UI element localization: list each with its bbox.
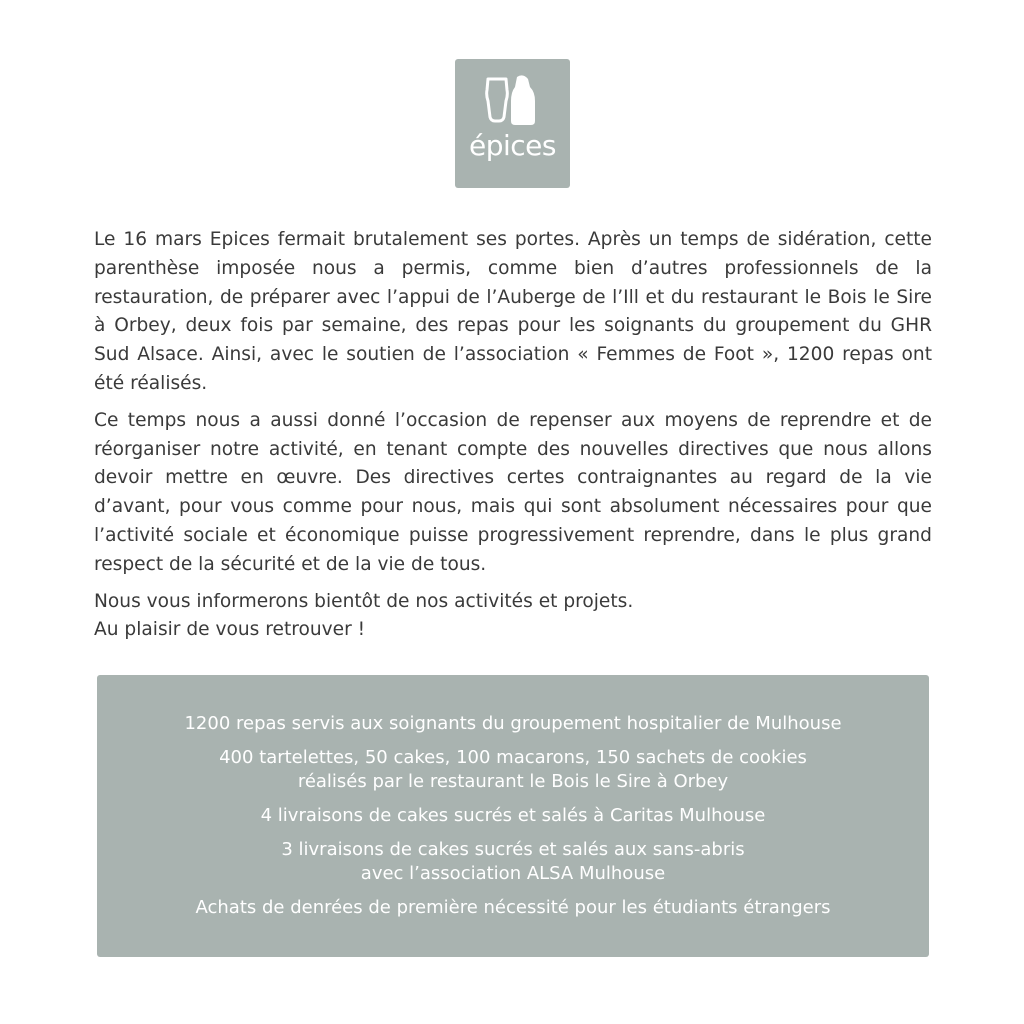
- highlight-line: réalisés par le restaurant le Bois le Sire à Orbey: [297, 771, 729, 792]
- highlight-line: 3 livraisons de cakes sucrés et salés aux sans-abris: [281, 839, 745, 860]
- paragraph: Ce temps nous a aussi donné l’occasion de repenser aux moyens de reprendre et de réorganiser notre activité, en tenant compte des nouvelles directives que nous allons devoir mettre en œuvre. Des directives certes contraignantes au regard de la vie d’avant, pour vous comme pour nous, mais qui sont absolument nécessaires pour que l’activité sociale et économique puisse progressivement reprendre, dans le plus grand respect de la sécurité et de la vie de tous.: [94, 409, 932, 575]
- article-body: [94, 226, 932, 653]
- closing-paragraph: [94, 588, 932, 646]
- highlight-item: [97, 746, 929, 794]
- highlight-line: 1200 repas servis aux soignants du groupement hospitalier de Mulhouse: [184, 713, 842, 734]
- highlight-item: [97, 896, 929, 920]
- highlight-line: Achats de denrées de première nécessité pour les étudiants étrangers: [195, 897, 831, 918]
- logo-text: épices: [469, 129, 556, 162]
- closing-line: Au plaisir de vous retrouver !: [94, 619, 366, 641]
- highlights-list: [97, 675, 929, 920]
- paragraph: Le 16 mars Epices fermait brutalement ses portes. Après un temps de sidération, cette parenthèse imposée nous a permis, comme bien d’autres professionnels de la restauration, de préparer avec l’appui de l’Auberge de l’Ill et du restaurant le Bois le Sire à Orbey, deux fois par semaine, des repas pour les soignants du groupement du GHR Sud Alsace. Ainsi, avec le soutien de l’association « Femmes de Foot », 1200 repas ont été réalisés.: [94, 229, 932, 394]
- highlight-item: [97, 838, 929, 886]
- highlight-item: [97, 804, 929, 828]
- epices-logo: [455, 59, 570, 188]
- salt-and-pepper-shakers-icon: [455, 59, 570, 188]
- highlights-box: [97, 675, 929, 957]
- highlight-line: 4 livraisons de cakes sucrés et salés à Caritas Mulhouse: [260, 805, 766, 826]
- closing-line: Nous vous informerons bientôt de nos activités et projets.: [94, 590, 634, 612]
- highlight-line: 400 tartelettes, 50 cakes, 100 macarons, 150 sachets de cookies: [219, 747, 807, 768]
- highlight-line: avec l’association ALSA Mulhouse: [360, 863, 666, 884]
- highlight-item: [97, 712, 929, 736]
